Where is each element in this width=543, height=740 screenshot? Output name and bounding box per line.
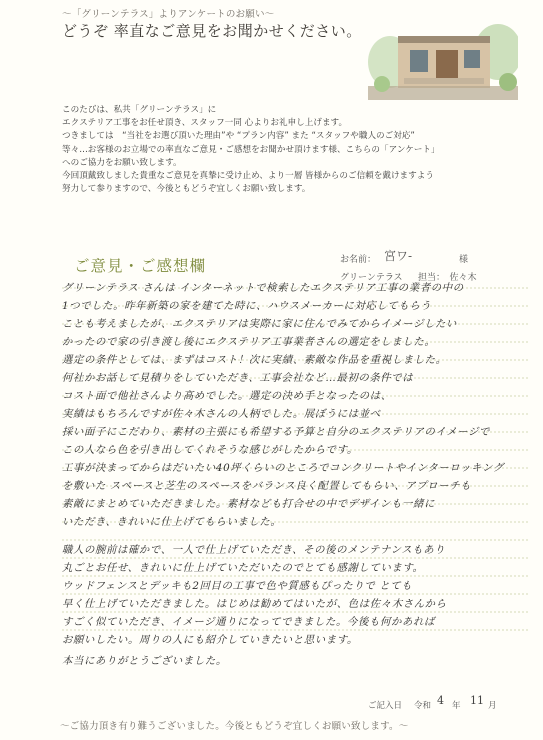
handwritten-line: を敷いた スペースと芝生のスペースをバランス良く配置してもらい、アプローチも bbox=[62, 480, 472, 492]
intro-line: このたびは、私共「グリーンテラス」に bbox=[62, 105, 217, 115]
intro-line: つきましては “当社をお選び頂いた理由”や “プラン内容” また “スタッフや職人のご対応” bbox=[62, 131, 415, 142]
intro-line: 等々…お客様のお立場での率直なご意見・ご感想をお聞かせ頂けます様、こちらの「アンケート」 bbox=[62, 144, 440, 155]
date-month: 11 bbox=[470, 694, 484, 707]
date-label: ご記入日 bbox=[368, 701, 403, 711]
handwritten-line: 採い面子にこだわり、素材の主張にも希望する予算と自分のエクステリアのイメージで bbox=[62, 426, 491, 438]
handwritten-line: ことも考えましたが、エクステリアは実際に家に住んでみてからイメージしたい bbox=[62, 318, 458, 330]
handwritten-line: いただき、きれいに仕上げてもらいました。 bbox=[62, 516, 282, 528]
intro-line: へのご協力をお願い致します。 bbox=[62, 157, 182, 168]
handwritten-line: 素敵にまとめていただきました。素材なども打合せの中でデザインも一緒に bbox=[62, 498, 435, 510]
name-value: 宮ワ- bbox=[384, 249, 413, 263]
handwritten-line: 実績はもちろんですが佐々木さんの人柄でした。展ぼうには並べ bbox=[62, 408, 381, 420]
handwritten-line: グリーンテラス さんは インターネットで検索したエクステリア工事の業者の中の bbox=[62, 282, 464, 294]
date-era: 令和 bbox=[414, 701, 432, 711]
date-year: 4 bbox=[437, 694, 444, 707]
date-year-unit: 年 bbox=[452, 701, 461, 711]
handwritten-line: 早く仕上げていただきました。はじめは勧めてはいたが、色は佐々木さんから bbox=[62, 598, 447, 610]
handwritten-line: 何社かお話して見積りをしていただき、工事会社など…最初の条件では bbox=[62, 372, 414, 384]
intro-line: 努力して参りますので、今後ともどうぞ宜しくお願い致します。 bbox=[62, 184, 311, 195]
footer-thanks: ～ご協力頂き有り難うございました。今後ともどうぞ宜しくお願い致します。～ bbox=[60, 721, 409, 732]
survey-subtitle: ～「グリーンテラス」よりアンケートのお願い～ bbox=[62, 9, 275, 20]
handwritten-line: 本当にありがとうございました。 bbox=[62, 655, 227, 667]
handwritten-line: かったので家の引き渡し後にエクステリア工事業者さんの選定をしました。 bbox=[62, 336, 436, 348]
house-exterior-photo bbox=[368, 22, 518, 100]
handwritten-line: お願いしたい。周りの人にも紹介していきたいと思います。 bbox=[62, 634, 358, 646]
intro-line: エクステリア工事をお任せ頂き、スタッフ一同 心よりお礼申し上げます。 bbox=[62, 118, 348, 129]
handwritten-line: 選定の条件としては、まずはコスト！次に実績、素敵な作品を重視しました。 bbox=[62, 354, 447, 366]
name-label: お名前： bbox=[340, 255, 377, 265]
intro-line: 今回頂戴致しました貴重なご意見を真摯に受け止め、より一層 皆様からのご信頼を戴けますよう bbox=[62, 171, 434, 182]
name-suffix: 様 bbox=[459, 255, 469, 265]
handwritten-line: この人なら色を引き出してくれそうな感じがしたからです。 bbox=[62, 444, 358, 456]
handwritten-line: 工事が決まってからはだいたい40坪くらいのところでコンクリートやインターロッキング bbox=[62, 462, 504, 474]
representative: 担当： 佐々木 bbox=[418, 273, 477, 283]
date-month-unit: 月 bbox=[488, 701, 497, 711]
handwritten-line: すごく似ていただき、イメージ通りになってできました。今後も何かあれば bbox=[62, 616, 435, 628]
handwritten-line: コスト面で他社さんより高めでした。選定の決め手となったのは、 bbox=[62, 390, 392, 402]
company-name: グリーンテラス bbox=[340, 273, 403, 283]
handwritten-line: 1つでした。昨年新築の家を建てた時に、ハウスメーカーに対応してもらう bbox=[62, 300, 432, 312]
handwritten-line: ウッドフェンスとデッキも2回目の工事で色や質感もぴったりで とても bbox=[62, 580, 413, 592]
intro-text bbox=[62, 104, 522, 196]
survey-headline: どうぞ 率直なご意見をお聞かせください。 bbox=[62, 22, 362, 40]
form-title: ご意見・ご感想欄 bbox=[74, 257, 207, 275]
handwritten-line: 丸ごとお任せ、きれいに仕上げていただいたのでとても感謝しています。 bbox=[62, 562, 424, 574]
handwritten-line: 職人の腕前は確かで、一人で仕上げていただき、その後のメンテナンスもあり bbox=[62, 544, 446, 556]
